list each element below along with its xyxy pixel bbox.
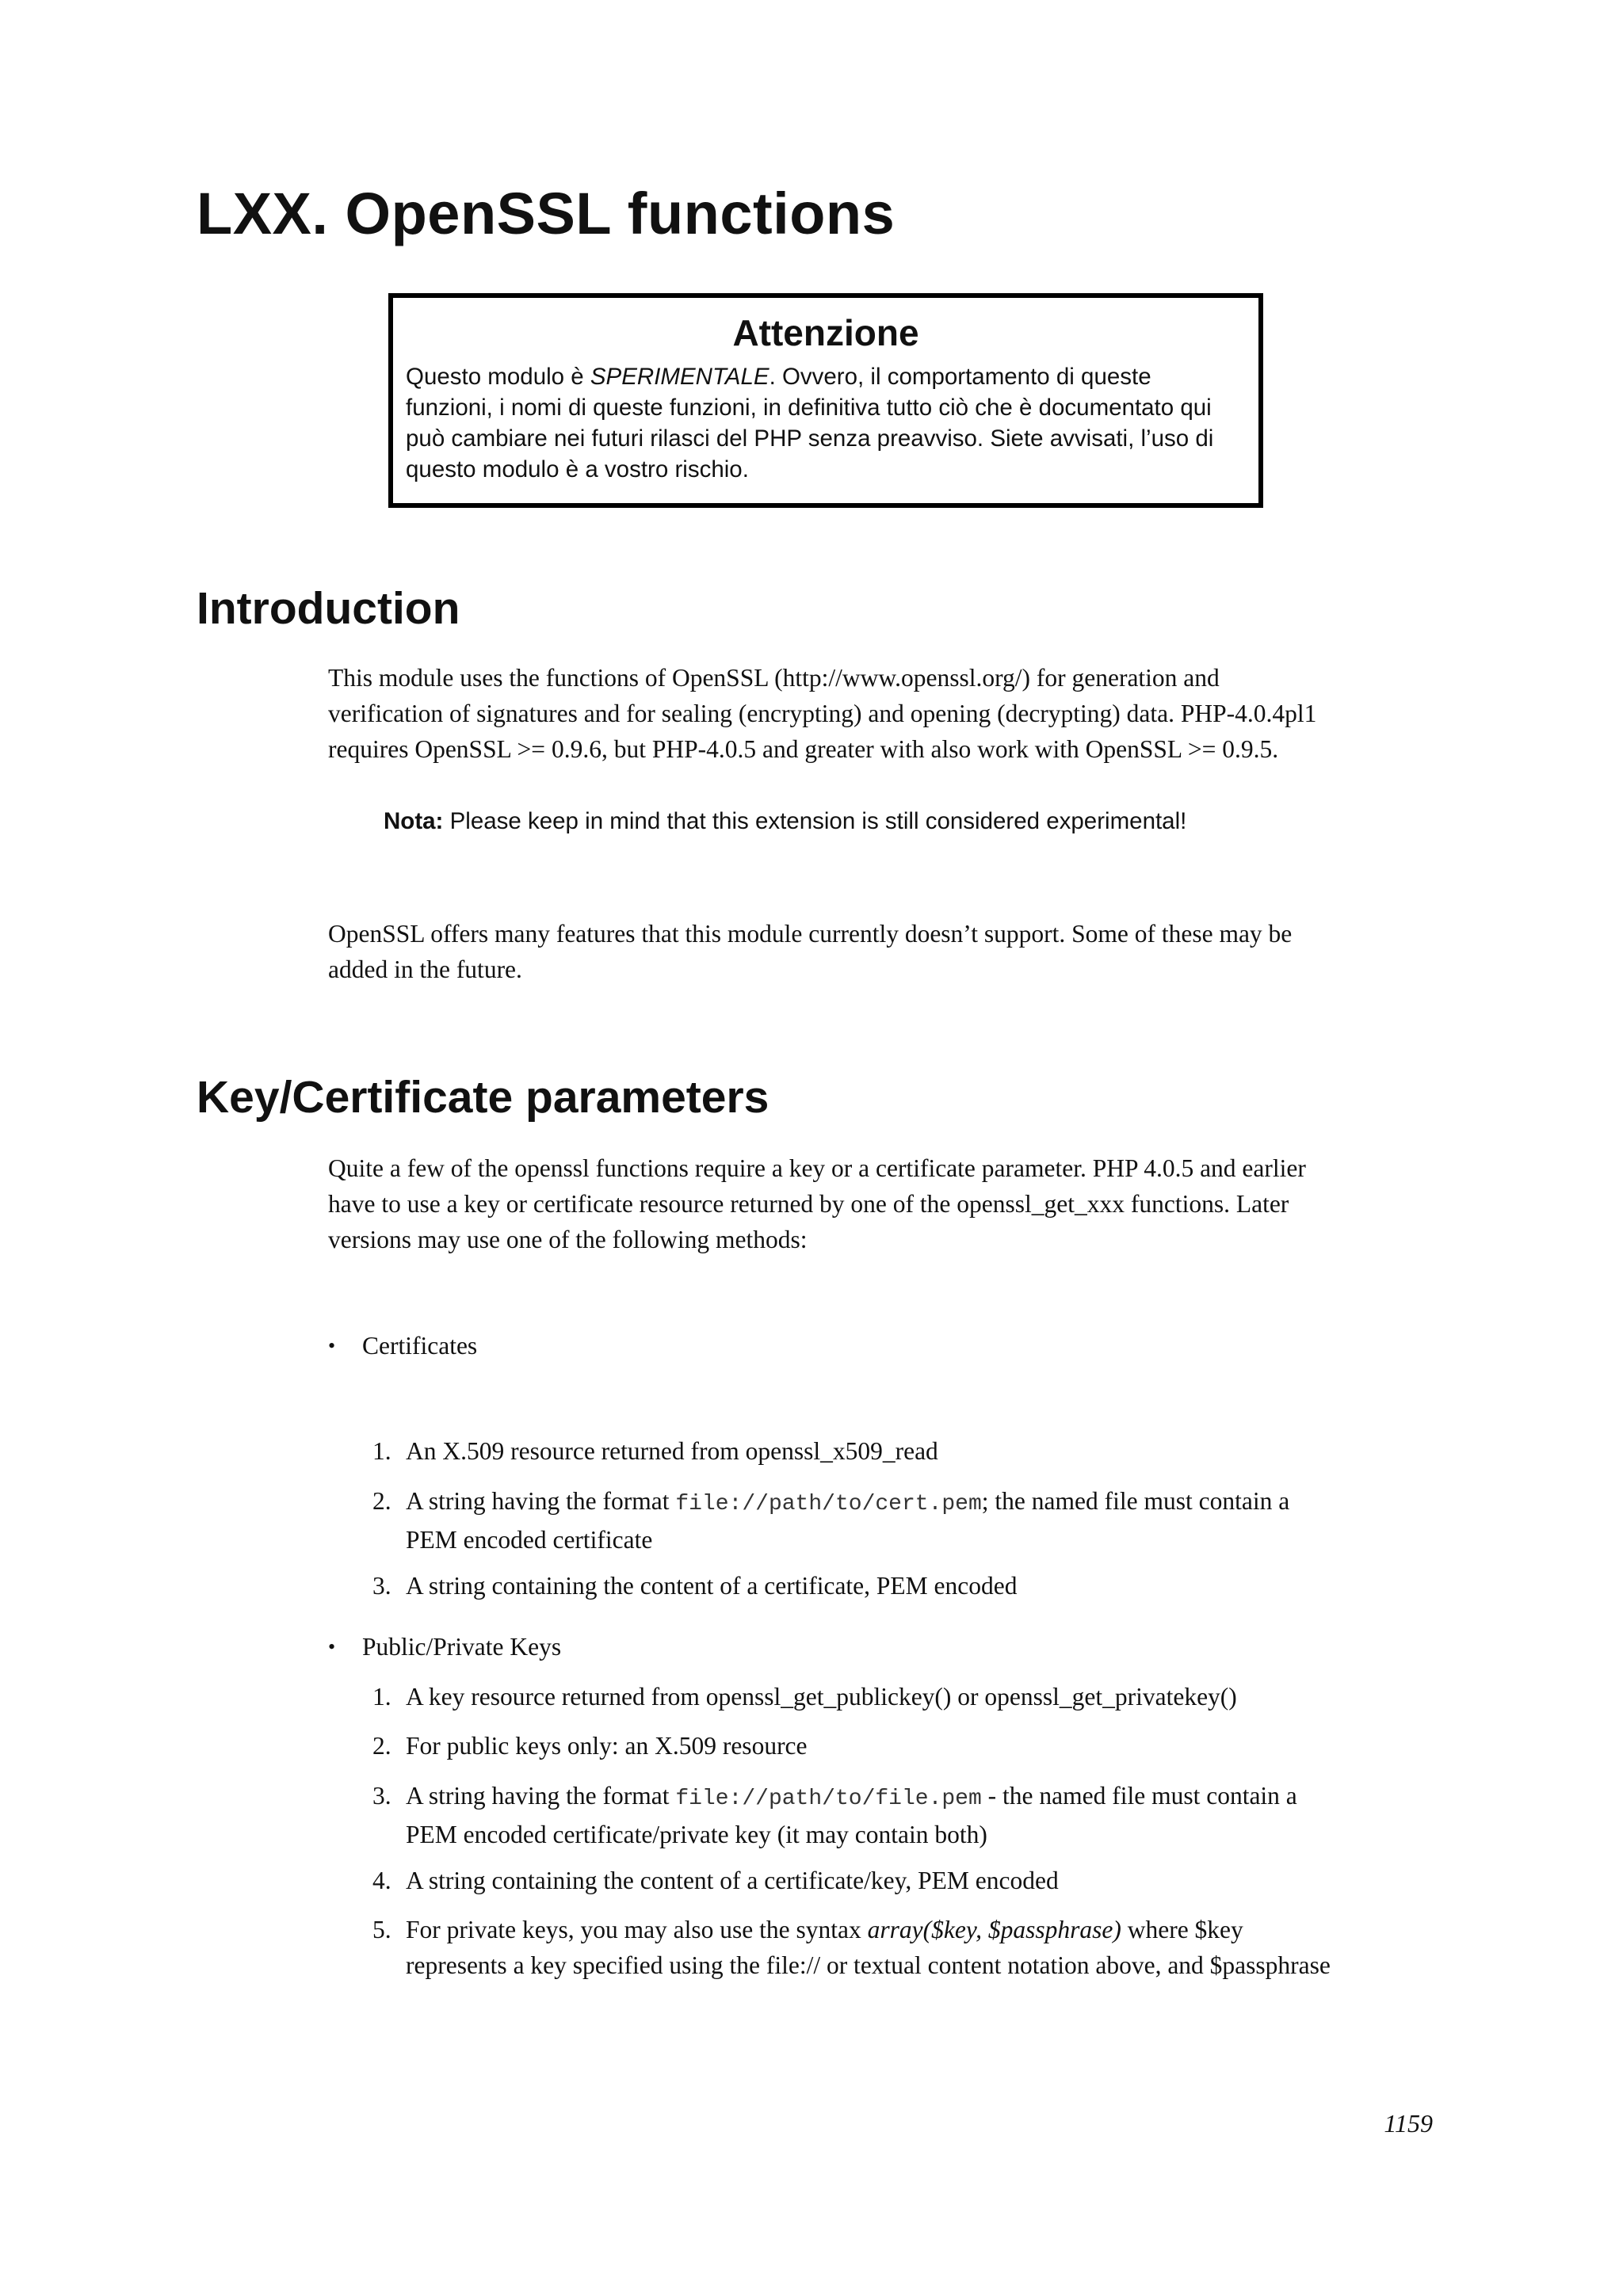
key-item-1-number: 1. bbox=[372, 1683, 391, 1711]
certificate-path-code: file://path/to/cert.pem bbox=[675, 1492, 982, 1516]
keys-label: Public/Private Keys bbox=[362, 1633, 562, 1661]
features-paragraph-line-1: OpenSSL offers many features that this module currently doesn’t support. Some of these may be bbox=[328, 920, 1293, 948]
key-item-3-suffix: - the named file must contain a bbox=[981, 1782, 1297, 1810]
warning-text-prefix: Questo modulo è bbox=[406, 364, 590, 390]
warning-text-line-1-end: . Ovvero, il comportamento di queste bbox=[769, 364, 1151, 390]
key-certificate-paragraph bbox=[328, 1150, 1438, 1257]
key-item-1-text: A key resource returned from openssl_get_publickey() or openssl_get_privatekey() bbox=[406, 1683, 1237, 1711]
key-item-4-number: 4. bbox=[372, 1867, 391, 1894]
certificate-item-2-text bbox=[406, 1483, 1436, 1558]
certificate-item-2-prefix: A string having the format bbox=[406, 1487, 676, 1515]
key-item-5-number: 5. bbox=[372, 1916, 391, 1943]
key-item-3-prefix: A string having the format bbox=[406, 1782, 676, 1810]
certificate-item-3-text: A string containing the content of a certificate, PEM encoded bbox=[406, 1572, 1018, 1600]
features-paragraph bbox=[328, 916, 1438, 987]
introduction-heading: Introduction bbox=[197, 583, 460, 634]
key-item-5-text bbox=[406, 1912, 1436, 1983]
warning-text-line-2: funzioni, i nomi di queste funzioni, in definitiva tutto ciò che è documentato qui bbox=[406, 395, 1212, 421]
warning-emphasis: SPERIMENTALE bbox=[590, 364, 769, 390]
key-item-5-suffix: where $key bbox=[1121, 1916, 1243, 1943]
key-item-5-line-2: represents a key specified using the file:// or textual content notation above, and $passphrase bbox=[406, 1951, 1331, 1979]
chapter-title: LXX. OpenSSL functions bbox=[197, 181, 896, 246]
key-item-3-line-2: PEM encoded certificate/private key (it may contain both) bbox=[406, 1821, 987, 1848]
warning-box bbox=[388, 293, 1263, 508]
key-item-5-prefix: For private keys, you may also use the syntax bbox=[406, 1916, 868, 1943]
key-item-3-text bbox=[406, 1778, 1436, 1852]
key-item-2-number: 2. bbox=[372, 1732, 391, 1760]
key-certificate-paragraph-line-2: have to use a key or certificate resource returned by one of the openssl_get_xxx functions. Later bbox=[328, 1190, 1289, 1218]
bullet-icon: • bbox=[328, 1635, 336, 1658]
certificate-item-2-line-2: PEM encoded certificate bbox=[406, 1526, 653, 1554]
key-certificate-paragraph-line-1: Quite a few of the openssl functions require a key or a certificate parameter. PHP 4.0.5 and earlier bbox=[328, 1154, 1306, 1182]
certificate-item-1-number: 1. bbox=[372, 1437, 391, 1465]
certificates-label: Certificates bbox=[362, 1332, 478, 1360]
certificate-item-2-number: 2. bbox=[372, 1487, 391, 1515]
introduction-paragraph bbox=[328, 660, 1438, 767]
experimental-note bbox=[384, 806, 1186, 837]
note-text: Please keep in mind that this extension is still considered experimental! bbox=[443, 808, 1187, 834]
page-number: 1159 bbox=[1384, 2109, 1433, 2138]
key-item-3-number: 3. bbox=[372, 1782, 391, 1810]
note-label: Nota: bbox=[384, 808, 444, 834]
bullet-icon: • bbox=[328, 1334, 336, 1357]
warning-text-line-3: può cambiare nei futuri rilasci del PHP senza preavviso. Siete avvisati, l’uso di bbox=[406, 425, 1214, 452]
certificate-item-1-text: An X.509 resource returned from openssl_x509_read bbox=[406, 1437, 938, 1465]
key-certificate-paragraph-line-3: versions may use one of the following methods: bbox=[328, 1226, 808, 1253]
key-item-2-text: For public keys only: an X.509 resource bbox=[406, 1732, 808, 1760]
certificate-item-3-number: 3. bbox=[372, 1572, 391, 1600]
passphrase-syntax: array($key, $passphrase) bbox=[867, 1916, 1121, 1943]
key-certificate-heading: Key/Certificate parameters bbox=[197, 1072, 769, 1123]
certificate-item-2-suffix: ; the named file must contain a bbox=[981, 1487, 1290, 1515]
features-paragraph-line-2: added in the future. bbox=[328, 955, 522, 983]
introduction-paragraph-line-2: verification of signatures and for sealing (encrypting) and opening (decrypting) data. PHP-4.0.4pl1 bbox=[328, 700, 1317, 727]
introduction-paragraph-line-3: requires OpenSSL >= 0.9.6, but PHP-4.0.5 and greater with also work with OpenSSL >= 0.9.5. bbox=[328, 735, 1279, 763]
key-item-4-text: A string containing the content of a certificate/key, PEM encoded bbox=[406, 1867, 1059, 1894]
warning-text bbox=[406, 361, 1246, 485]
warning-title: Attenzione bbox=[732, 312, 919, 353]
introduction-paragraph-line-1: This module uses the functions of OpenSSL (http://www.openssl.org/) for generation and bbox=[328, 664, 1220, 692]
key-path-code: file://path/to/file.pem bbox=[675, 1787, 982, 1811]
warning-text-line-4: questo modulo è a vostro rischio. bbox=[406, 456, 749, 482]
